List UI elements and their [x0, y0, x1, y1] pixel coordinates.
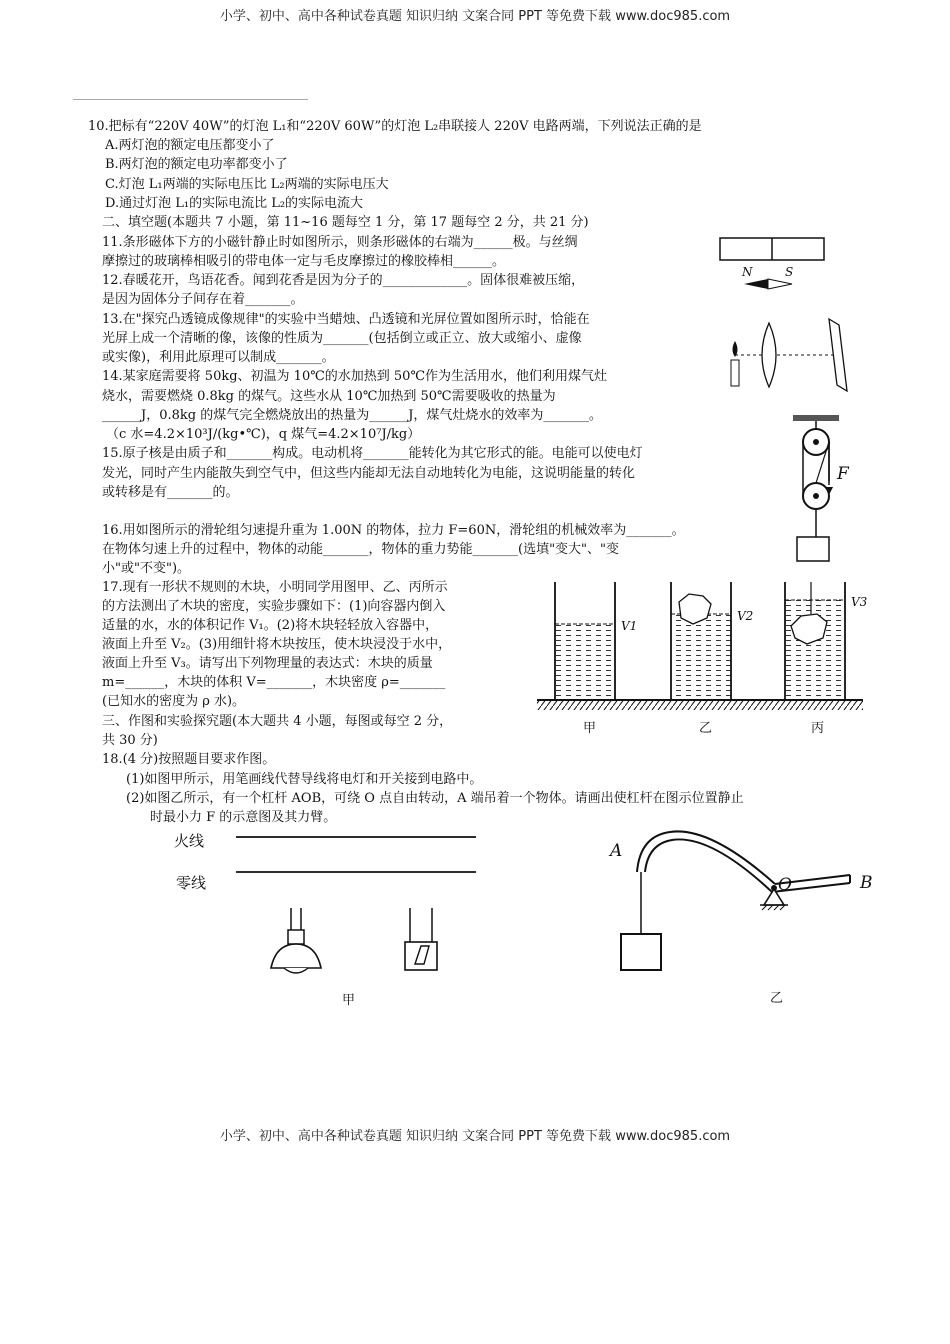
- q14-constants: （c 水=4.2×10³J/(kg•℃)，q 煤气=4.2×10⁷J/kg）: [106, 427, 421, 442]
- q14-line: 烧水，需要燃烧 0.8kg 的煤气。这些水从 10℃加热到 50℃需要吸收的热量为: [102, 389, 556, 404]
- q10-option-d: D.通过灯泡 L₁的实际电流比 L₂的实际电流大: [105, 196, 364, 211]
- q13-line: 或实像)，利用此原理可以制成_______。: [102, 350, 335, 365]
- header-rule: [73, 99, 308, 100]
- q11-line: 摩擦过的玻璃棒相吸引的带电体一定与毛皮摩擦过的橡胶棒相______。: [102, 254, 506, 269]
- q17-line: 液面上升至 V₂。(3)用细针将木块按压，使木块浸没于水中，: [102, 637, 452, 652]
- q17-line: (已知水的密度为 ρ 水)。: [102, 694, 246, 709]
- cylinder-a: [555, 582, 637, 700]
- lever-label-o: O: [778, 875, 792, 895]
- q18-part-2: 时最小力 F 的示意图及其力臂。: [150, 810, 337, 825]
- caption-yi: 乙: [699, 721, 713, 736]
- section-3-title: 共 30 分): [102, 733, 158, 748]
- volume-label-v2: V2: [737, 609, 754, 623]
- q15-line: 发光，同时产生内能散失到空气中，但这些内能却无法自动地转化为电能，这说明能量的转化: [102, 466, 636, 481]
- section-3-title: 三、作图和实验探究题(本大题共 4 小题，每图或每空 2 分，: [102, 714, 453, 729]
- q17-line: 适量的水，水的体积记作 V₁。(2)将木块轻轻放入容器中，: [102, 618, 439, 633]
- q13-line: 13.在"探究凸透镜成像规律"的实验中当蜡烛、凸透镜和光屏位置如图所示时，恰能在: [102, 312, 590, 327]
- q11-line: 11.条形磁体下方的小磁针静止时如图所示，则条形磁体的右端为______极。与丝绸: [102, 235, 578, 250]
- compass-n-label: N: [742, 265, 753, 279]
- lever-label-a: A: [610, 841, 623, 861]
- q15-line: 15.原子核是由质子和_______构成。电动机将_______能转化为其它形式的能。电能可以使电灯: [102, 446, 643, 461]
- q14-line: 14.某家庭需要将 50kg、初温为 10℃的水加热到 50℃作为生活用水，他们利用煤气灶: [102, 369, 607, 384]
- section-2-title: 二、填空题(本题共 7 小题，第 11~16 题每空 1 分，第 17 题每空 2 分，共 21 分): [102, 215, 589, 230]
- volume-label-v3: V3: [851, 595, 868, 609]
- q16-line: 16.用如图所示的滑轮组匀速提升重为 1.00N 的物体，拉力 F=60N，滑轮组的机械效率为_______。: [102, 523, 685, 538]
- lamp: [271, 908, 321, 973]
- q16-line: 在物体匀速上升的过程中，物体的动能_______，物体的重力势能_______(选填"变大"、"变: [102, 542, 620, 557]
- candle: [731, 360, 739, 386]
- weight-block: [797, 537, 829, 561]
- compass-needle: [744, 279, 768, 289]
- q17-line: m=______，木块的体积 V=_______，木块密度 ρ=_______: [102, 675, 446, 690]
- q10-option-b: B.两灯泡的额定电功率都变小了: [105, 157, 288, 172]
- magnet-figure: [718, 236, 828, 296]
- lever-caption: 乙: [770, 991, 784, 1006]
- q18-stem: 18.(4 分)按照题目要求作图。: [102, 752, 276, 767]
- caption-bing: 丙: [811, 721, 825, 736]
- q12-line: 12.春暖花开，鸟语花香。闻到花香是因为分子的_____________。固体很难被压缩，: [102, 273, 585, 288]
- live-wire-label: 火线: [174, 832, 205, 850]
- cylinder-c: [785, 582, 868, 700]
- pulley-figure: [785, 413, 865, 565]
- neutral-wire-label: 零线: [176, 874, 207, 892]
- circuit-figure: [170, 826, 490, 1011]
- footer-banner: 小学、初中、高中各种试卷真题 知识归纳 文案合同 PPT 等免费下载 www.doc985.com: [219, 1129, 731, 1144]
- lever-label-b: B: [860, 873, 873, 893]
- header-banner: 小学、初中、高中各种试卷真题 知识归纳 文案合同 PPT 等免费下载 www.doc985.com: [219, 9, 731, 24]
- convex-lens: [762, 323, 776, 387]
- q10-option-c: C.灯泡 L₁两端的实际电压比 L₂两端的实际电压大: [105, 177, 389, 192]
- switch: [405, 908, 437, 970]
- ground: [537, 700, 863, 710]
- cylinder-b: [671, 582, 753, 700]
- lens-figure: [725, 315, 860, 395]
- q17-line: 液面上升至 V₃。请写出下列物理量的表达式：木块的质量: [102, 656, 433, 671]
- cylinders-figure: [535, 578, 868, 740]
- force-label: F: [837, 464, 849, 484]
- lever-figure: [600, 826, 890, 1011]
- q10-stem: 10.把标有“220V 40W”的灯泡 L₁和“220V 60W”的灯泡 L₂串联接人 220V 电路两端，下列说法正确的是: [88, 119, 702, 134]
- caption-jia: 甲: [583, 721, 597, 736]
- q17-line: 17.现有一形状不规则的木块，小明同学用图甲、乙、丙所示: [102, 580, 448, 595]
- q17-line: 的方法测出了木块的密度，实验步骤如下：(1)向容器内倒入: [102, 599, 446, 614]
- circuit-caption: 甲: [342, 993, 356, 1008]
- q14-line: ______J，0.8kg 的煤气完全燃烧放出的热量为______J，煤气灶烧水的效率为_______。: [102, 408, 602, 423]
- q16-line: 小"或"不变")。: [102, 561, 191, 576]
- hanging-object: [621, 934, 661, 970]
- q10-option-a: A.两灯泡的额定电压都变小了: [105, 138, 275, 153]
- q12-line: 是因为固体分子间存在着_______。: [102, 292, 304, 307]
- q13-line: 光屏上成一个清晰的像，该像的性质为_______(包括倒立或正立、放大或缩小、虚像: [102, 331, 582, 346]
- volume-label-v1: V1: [621, 619, 638, 633]
- q15-line: 或转移是有_______的。: [102, 485, 239, 500]
- q18-part-1: (1)如图甲所示，用笔画线代替导线将电灯和开关接到电路中。: [126, 772, 483, 787]
- q18-part-2: (2)如图乙所示，有一个杠杆 AOB，可绕 O 点自由转动，A 端吊着一个物体。请画出使杠杆在图示位置静止: [126, 791, 744, 806]
- compass-s-label: S: [785, 265, 794, 279]
